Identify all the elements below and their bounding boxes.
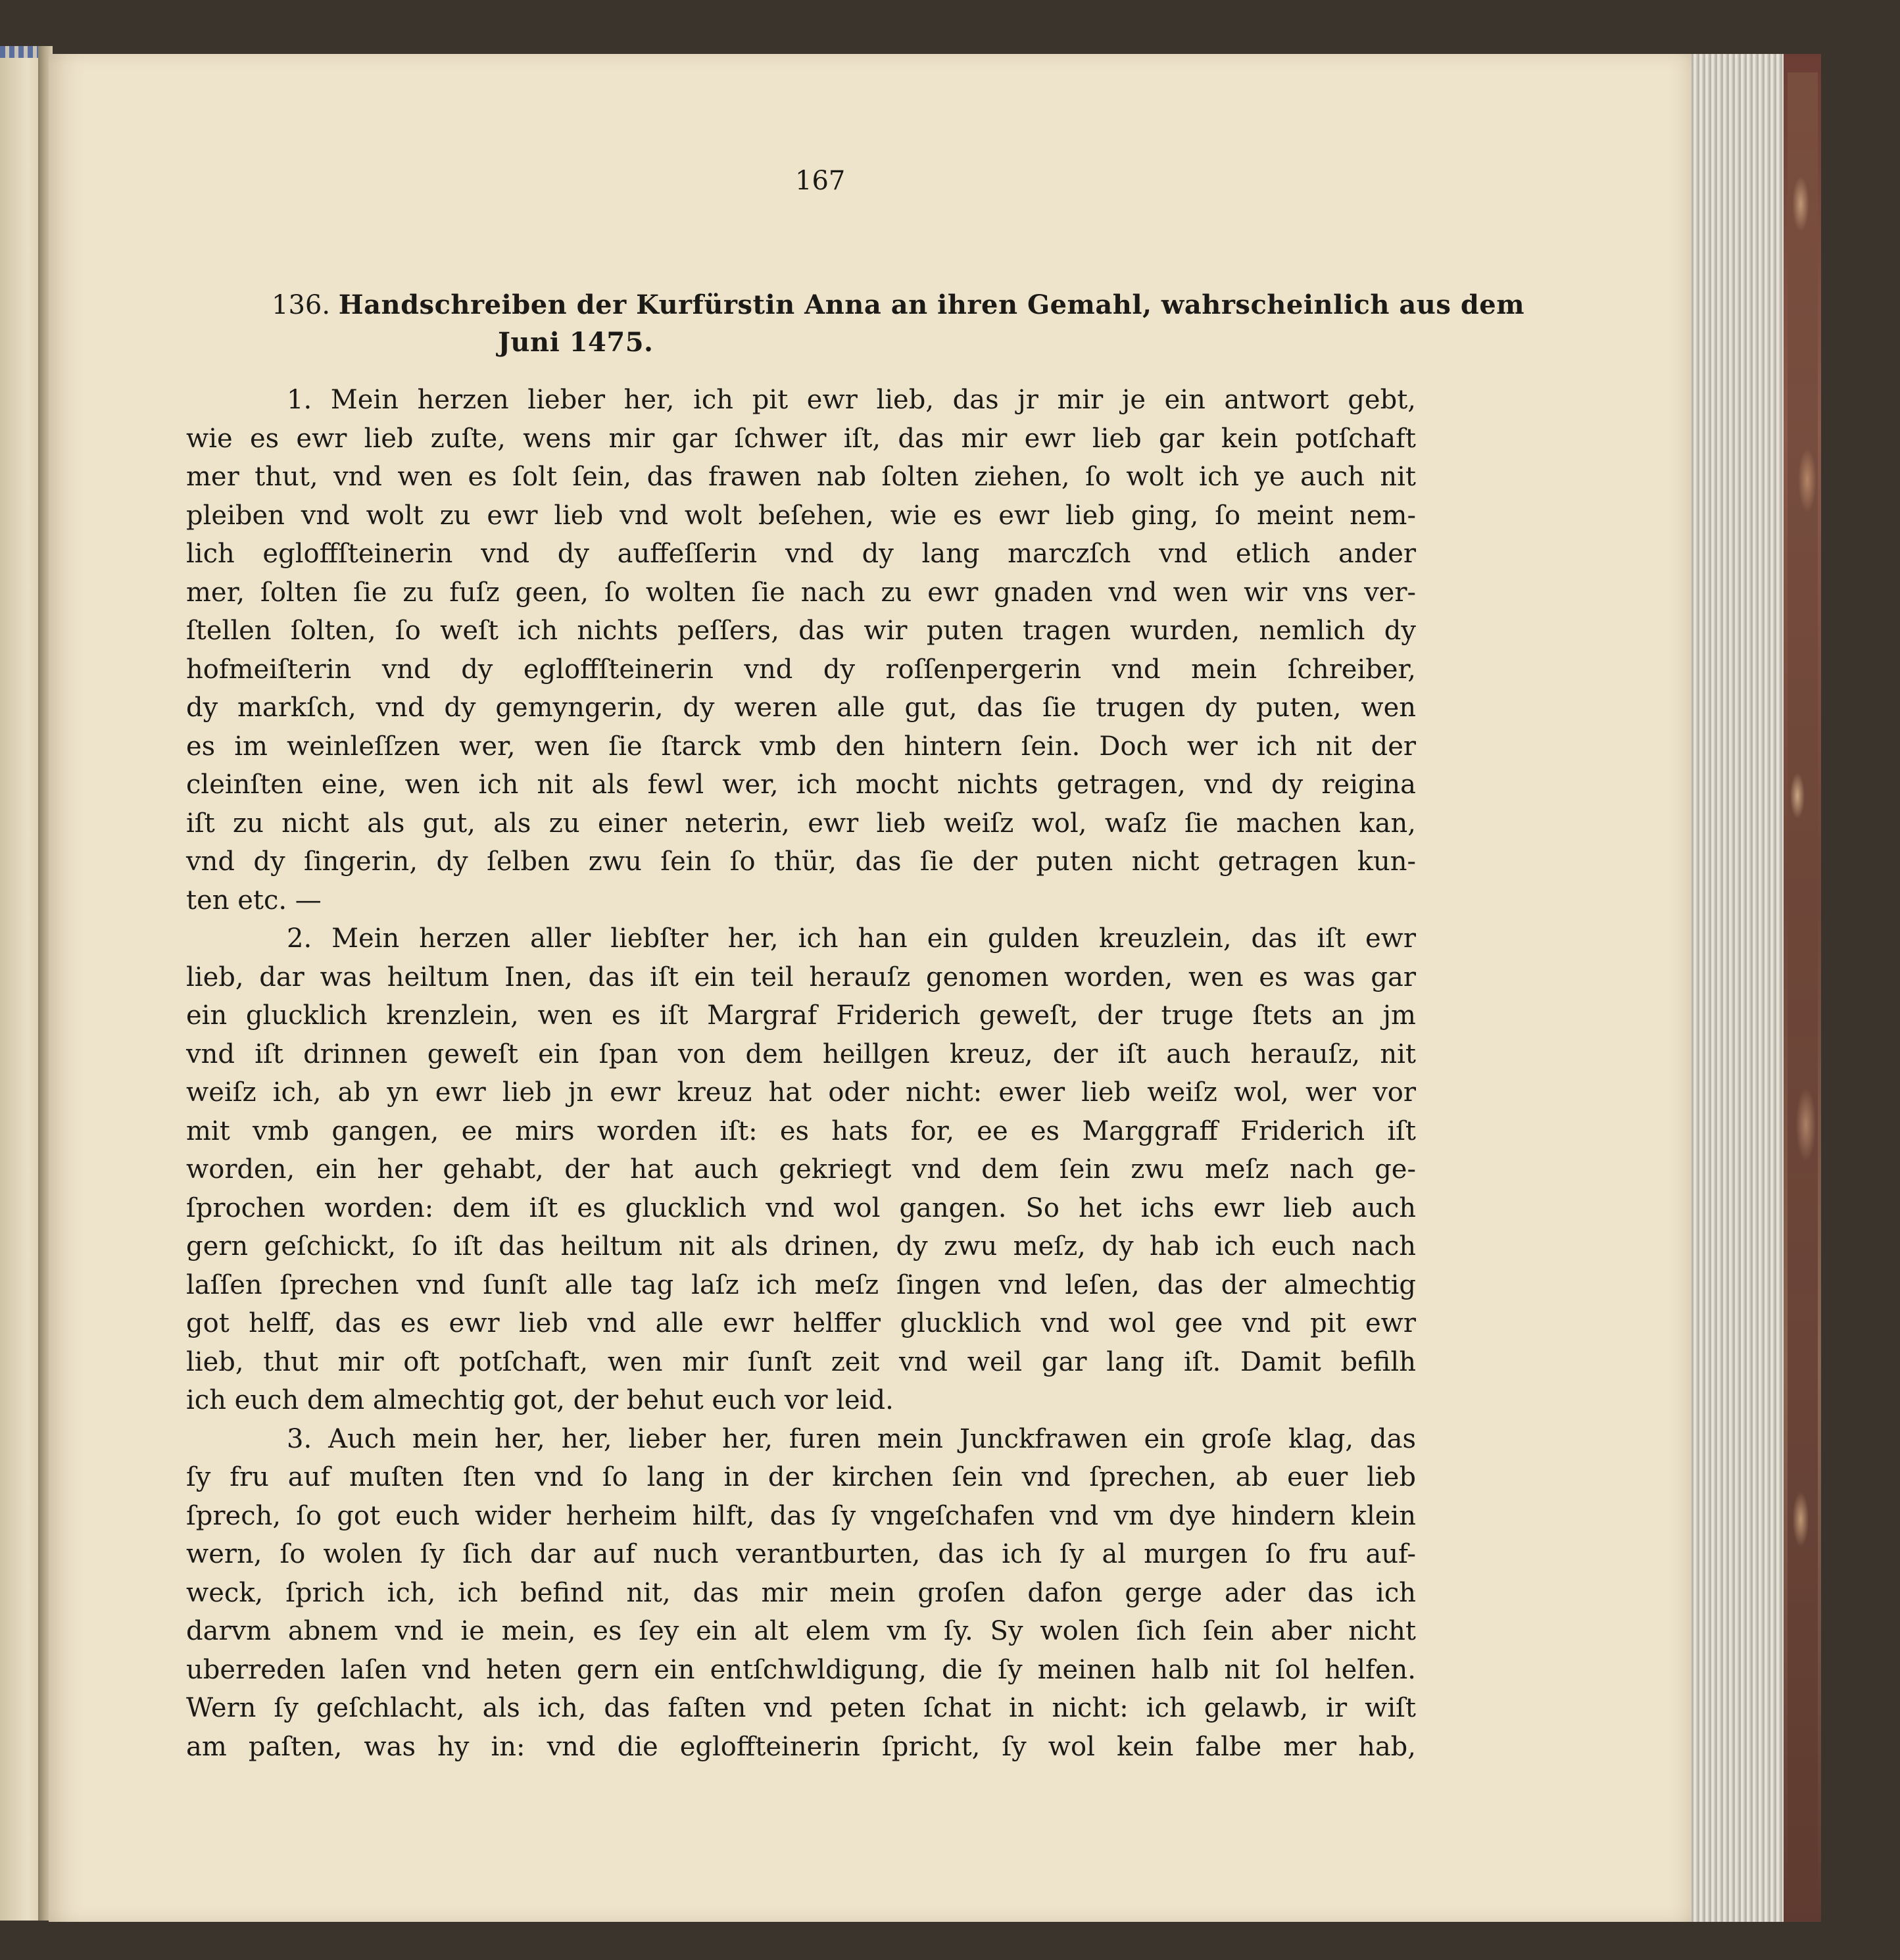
text-line: lieb, thut mir oft potſchaft, wen mir ſunſt zeit vnd weil gar lang iſt. Damit befilh [186, 1346, 1416, 1377]
text-line: uberreden laſen vnd heten gern ein entſchwldigung, die ſy meinen halb nit ſol helfen. [186, 1654, 1416, 1685]
text-line: got helff, das es ewr lieb vnd alle ewr helffer glucklich vnd wol gee vnd pit ewr [186, 1308, 1416, 1338]
marbled-cover [1788, 72, 1818, 1907]
text-line: worden, ein her gehabt, der hat auch gekriegt vnd dem ſein zwu meſz nach ge- [186, 1154, 1416, 1185]
text-line: cleinſten eine, wen ich nit als fewl wer, ich mocht nichts getragen, vnd dy reigina [186, 770, 1416, 800]
text-line: ſtellen ſolten, ſo weſt ich nichts peſſers, das wir puten tragen wurden, nemlich dy [186, 616, 1416, 646]
text-line: mer thut, vnd wen es ſolt ſein, das frawen nab ſolten ziehen, ſo wolt ich ye auch nit [186, 462, 1416, 492]
text-line: 2. Mein herzen aller liebſter her, ich han ein gulden kreuzlein, das iſt ewr [287, 923, 1416, 954]
text-line: ſprech, ſo got euch wider herheim hilft, das ſy vngeſchafen vnd vm dye hindern klein [186, 1500, 1416, 1531]
text-line: ich euch dem almechtig got, der behut euch vor leid. [186, 1385, 894, 1415]
text-line: wern, ſo wolen ſy ſich dar auf nuch verantburten, das ich ſy al murgen ſo fru auf- [186, 1539, 1416, 1569]
text-line: es im weinleſſzen wer, wen ſie ſtarck vmb den hintern ſein. Doch wer ich nit der [186, 731, 1416, 762]
text-line: wie es ewr lieb zuſte, wens mir gar ſchwer iſt, das mir ewr lieb gar kein potſchaft [186, 423, 1416, 454]
page-stack-edge [1692, 54, 1784, 1922]
text-line: laſſen ſprechen vnd ſunſt alle tag laſz ich meſz ſingen vnd leſen, das der almechtig [186, 1269, 1416, 1300]
text-line: weck, ſprich ich, ich befind nit, das mir mein groſen dafon gerge ader das ich [186, 1577, 1416, 1608]
text-line: ſprochen worden: dem iſt es glucklich vnd wol gangen. So het ichs ewr lieb auch [186, 1192, 1416, 1223]
text-line: lieb, dar was heiltum Inen, das iſt ein teil herauſz genomen worden, wen es was gar [186, 962, 1416, 992]
heading-line-1 [272, 289, 1524, 320]
text-line: mit vmb gangen, ee mirs worden iſt: es hats for, ee es Marggraff Friderich iſt [186, 1115, 1416, 1146]
text-line: ten etc. — [186, 885, 322, 916]
text-line: dy markſch, vnd dy gemyngerin, dy weren alle gut, das ſie trugen dy puten, wen [186, 693, 1416, 723]
page-number: 167 [795, 166, 846, 196]
text-line: darvm abnem vnd ie mein, es ſey ein alt elem vm ſy. Sy wolen ſich ſein aber nicht [186, 1616, 1416, 1646]
text-line: mer, ſolten ſie zu fuſz geen, ſo wolten ſie nach zu ewr gnaden vnd wen wir vns ver- [186, 577, 1416, 608]
heading-number: 136. [272, 290, 331, 320]
heading-title-1: Handschreiben der Kurfürstin Anna an ihren Gemahl, wahrscheinlich aus dem [338, 289, 1525, 320]
text-line: weiſz ich, ab yn ewr lieb jn ewr kreuz hat oder nicht: ewer lieb weiſz wol, wer vor [186, 1077, 1416, 1108]
text-line: 3. Auch mein her, her, lieber her, furen mein Junckfrawen ein groſe klag, das [287, 1423, 1416, 1454]
text-line: 1. Mein herzen lieber her, ich pit ewr lieb, das jr mir je ein antwort gebt, [287, 385, 1416, 415]
text-line: vnd iſt drinnen geweſt ein ſpan von dem heillgen kreuz, der iſt auch herauſz, nit [186, 1039, 1416, 1069]
text-line: ſy fru auf muſten ſten vnd ſo lang in der kirchen ſein vnd ſprechen, ab euer lieb [186, 1462, 1416, 1492]
text-line: Wern ſy geſchlacht, als ich, das faſten vnd peten ſchat in nicht: ich gelawb, ir wiſt [186, 1693, 1416, 1723]
text-line: ein glucklich krenzlein, wen es iſt Margraf Friderich geweſt, der truge ſtets an jm [186, 1000, 1416, 1031]
text-line: gern geſchickt, ſo iſt das heiltum nit als drinen, dy zwu meſz, dy hab ich euch nach [186, 1231, 1416, 1262]
text-line: vnd dy ſingerin, dy ſelben zwu ſein ſo thür, das ſie der puten nicht getragen kun- [186, 846, 1416, 877]
heading-line-2 [498, 327, 653, 358]
text-line: iſt zu nicht als gut, als zu einer neterin, ewr lieb weiſz wol, waſz ſie machen kan, [186, 808, 1416, 839]
text-line: hofmeiſterin vnd dy egloffſteinerin vnd dy roſſenpergerin vnd mein ſchreiber, [186, 654, 1416, 685]
text-line: pleiben vnd wolt zu ewr lieb vnd wolt beſehen, wie es ewr lieb ging, ſo meint nem- [186, 500, 1416, 531]
heading-title-2: Juni 1475. [498, 327, 654, 358]
text-line: lich egloffſteinerin vnd dy auffeſſerin vnd dy lang marczſch vnd etlich ander [186, 539, 1416, 569]
text-line: am paſten, was hy in: vnd die egloffteinerin ſpricht, ſy wol kein falbe mer hab, [186, 1731, 1416, 1762]
